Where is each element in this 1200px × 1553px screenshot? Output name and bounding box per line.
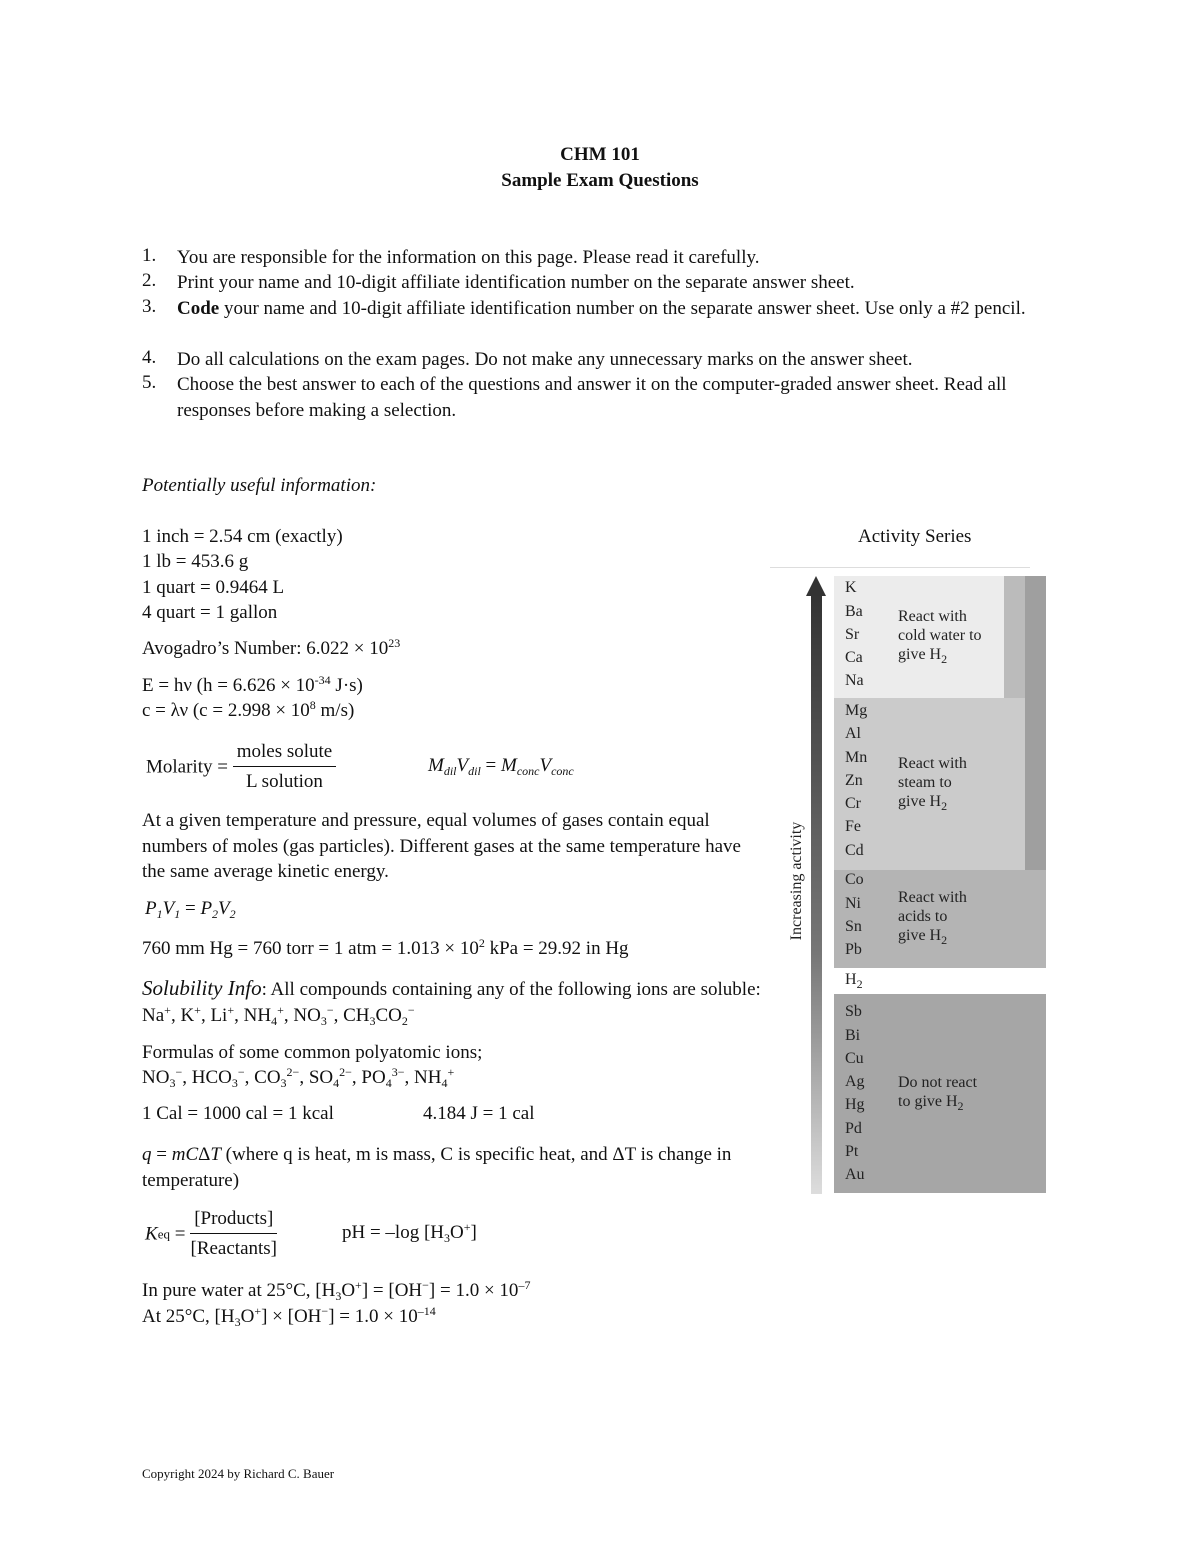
- instruction-text: You are responsible for the information on this page. Please read it carefully.: [177, 247, 760, 268]
- joule-conversion: 4.184 J = 1 cal: [423, 1103, 535, 1124]
- dilution-sub: conc: [551, 764, 574, 778]
- group-line: acids to: [898, 908, 948, 925]
- conversion-line: 4 quart = 1 gallon: [142, 602, 278, 623]
- dilution-equation: [428, 755, 574, 777]
- planck-exponent: -34: [314, 673, 331, 687]
- element-label: Pt: [845, 1143, 859, 1160]
- dilution-sub: conc: [516, 764, 540, 778]
- water-text-end: ] = 1.0 × 10: [428, 1280, 519, 1301]
- group-line: Do not react: [898, 1074, 978, 1091]
- group-line: give $H_2$: [898, 646, 948, 666]
- element-label: Al: [845, 725, 861, 742]
- instruction-number: 3.: [142, 296, 157, 317]
- element-label: Au: [845, 1166, 865, 1183]
- copyright-notice: Copyright 2024 by Richard C. Bauer: [142, 1466, 335, 1481]
- element-label: Ba: [845, 603, 863, 620]
- group-line: cold water to: [898, 627, 982, 644]
- dilution-v2: V: [539, 755, 552, 776]
- element-label: Fe: [845, 818, 861, 835]
- boyle-p: P: [200, 898, 213, 919]
- arrow-up-icon: [806, 576, 826, 596]
- molarity-numerator: moles solute: [233, 738, 337, 767]
- element-label: Zn: [845, 772, 863, 789]
- keq-label: K: [145, 1223, 158, 1245]
- element-label: Ag: [845, 1073, 865, 1090]
- element-label: Mg: [845, 702, 868, 719]
- water-ion-line-2: At 25°C, $[H_3O^+] \times [OH^-] = 1.0 \times 10^{-14}$: [142, 1304, 436, 1329]
- planck-text: E = hν (h = 6.626 × 10: [142, 675, 315, 696]
- conversion-line: 1 lb = 453.6 g: [142, 551, 249, 572]
- element-label: Sb: [845, 1003, 862, 1020]
- dilution-sub: dil: [443, 764, 457, 778]
- element-label: Pd: [845, 1120, 862, 1137]
- ph-text: pH = –log [H: [342, 1222, 445, 1243]
- light-text: c = λν (c = 2.998 × 10: [142, 700, 310, 721]
- activity-series-title: Activity Series: [858, 526, 972, 547]
- group-line: React with: [898, 755, 967, 772]
- boyle-sub: 2: [212, 907, 219, 921]
- instruction-text: Choose the best answer to each of the questions and answer it on the computer-graded answer sheet. Read all responses before making a selection.: [177, 374, 1007, 421]
- boyle-sub: 1: [174, 907, 181, 921]
- group-line: to give $H_2$: [898, 1093, 964, 1113]
- element-label: Ca: [845, 649, 863, 666]
- instruction-text-rest: your name and 10-digit affiliate identification number on the separate answer sheet. Use only a #2 pencil.: [219, 298, 1026, 319]
- boyle-equation: [145, 898, 236, 920]
- instruction-number: 5.: [142, 372, 157, 393]
- element-label: Sn: [845, 918, 862, 935]
- planck-unit: J·s): [330, 675, 363, 696]
- group-line: give $H_2$: [898, 927, 948, 947]
- planck-equation: [142, 675, 363, 697]
- keq-equation: Keq = $\frac{\text{[Products]}}{\text{[Reactants]}}$: [145, 1205, 277, 1264]
- element-label: Na: [845, 672, 864, 689]
- element-label: Bi: [845, 1027, 861, 1044]
- heat-text: (where q is heat, m is mass, C is specific heat, and ΔT is change in temperature): [142, 1144, 732, 1191]
- conversion-line: 1 inch = 2.54 cm (exactly): [142, 526, 343, 547]
- solubility-label: Solubility Info: [142, 976, 262, 1000]
- element-label: Pb: [845, 941, 862, 958]
- dilution-m1: M: [428, 755, 444, 776]
- heat-equation: q = mCΔT (where q is heat, m is mass, C is specific heat, and ΔT is change in temperature): [142, 1144, 732, 1191]
- boyle-equals: =: [180, 898, 201, 919]
- keq-denominator: [Reactants]: [190, 1238, 278, 1259]
- element-label: Hg: [845, 1096, 865, 1113]
- instruction-text: Do all calculations on the exam pages. Do not make any unnecessary marks on the answer sheet.: [177, 349, 913, 370]
- keq-numerator: [Products]: [190, 1205, 277, 1234]
- light-speed-equation: [142, 700, 354, 722]
- element-label: Ni: [845, 895, 861, 912]
- group-line-text: to give H: [898, 1093, 958, 1110]
- element-label: Cu: [845, 1050, 864, 1067]
- dilution-sub: dil: [468, 764, 481, 778]
- molarity-denominator: L solution: [246, 771, 323, 792]
- ph-equation: pH = –log $[H_3O^+]$: [342, 1220, 477, 1245]
- pressure-exponent: 2: [478, 936, 485, 950]
- water-exponent: –14: [417, 1304, 436, 1318]
- molarity-label: Molarity =: [146, 756, 233, 778]
- boyle-v: V: [162, 898, 175, 919]
- group-line-text: give H: [898, 927, 942, 944]
- element-label: Sr: [845, 626, 860, 643]
- molarity-equation: [146, 738, 336, 797]
- solubility-info: Solubility Info: All compounds containing any of the following ions are soluble: Na+, K+, Li+, $NH_4^+$, $NO_3^-$, $CH_3CO_2^-$: [142, 976, 761, 1028]
- dilution-equals: =: [480, 755, 501, 776]
- light-unit: m/s): [315, 700, 355, 721]
- course-title: CHM 101: [560, 144, 640, 165]
- instruction-text: Print your name and 10-digit affiliate identification number on the separate answer sheet.: [177, 272, 855, 293]
- instruction-emphasis: Code: [177, 298, 220, 319]
- element-label: K: [845, 579, 857, 596]
- calorie-conversion: 1 Cal = 1000 cal = 1 kcal: [142, 1103, 334, 1124]
- solubility-text: : All compounds containing any of the following ions are soluble:: [261, 979, 761, 1000]
- boyle-p: P: [145, 898, 157, 919]
- group-label-no-reaction: [898, 1073, 977, 1111]
- water-ion-line-1: In pure water at 25°C, $[H_3O^+] = [OH^-] = 1.0 \times 10^{-7}$: [142, 1278, 531, 1303]
- boyle-sub: 2: [229, 907, 236, 921]
- avogadro-text: Avogadro’s Number: 6.022 × 10: [142, 638, 389, 659]
- group-line-text: give H: [898, 646, 942, 663]
- gas-law-paragraph: At a given temperature and pressure, equal volumes of gases contain equal numbers of moles (gas particles). Different gases at the same temperature have the same average kinetic energy.: [142, 810, 741, 882]
- instruction-number: 2.: [142, 270, 157, 291]
- boyle-v: V: [218, 898, 230, 919]
- dilution-m2: M: [501, 755, 517, 776]
- pressure-conversion: [142, 938, 629, 960]
- group-label-acids: [898, 888, 967, 945]
- water-exponent: –7: [518, 1278, 531, 1292]
- element-label: Co: [845, 871, 864, 888]
- avogadro-exponent: 23: [388, 636, 401, 650]
- instruction-number: 4.: [142, 347, 157, 368]
- water-text: In pure water at 25°C, [H: [142, 1280, 336, 1301]
- group-label-cold-water: [898, 607, 982, 664]
- info-heading: Potentially useful information:: [142, 475, 377, 496]
- activity-top-rule: [770, 567, 1030, 568]
- activity-right-band: [1025, 576, 1046, 894]
- polyatomic-heading: Formulas of some common polyatomic ions;: [142, 1042, 483, 1063]
- group-line: React with: [898, 608, 967, 625]
- activity-axis-label: Increasing activity: [788, 821, 805, 941]
- group-line: React with: [898, 889, 967, 906]
- instruction-text: [177, 296, 1057, 322]
- polyatomic-ions: $NO_3^-$, $HCO_3^-$, $CO_3^{2-}$, $SO_4^{2-}$, $PO_4^{3-}$, $NH_4^+$: [142, 1065, 455, 1090]
- hydrogen-label: $H_2$: [845, 971, 863, 991]
- dilution-v1: V: [456, 755, 469, 776]
- light-exponent: 8: [309, 698, 316, 712]
- pressure-text: 760 mm Hg = 760 torr = 1 atm = 1.013 × 10: [142, 938, 479, 959]
- activity-arrow-shaft: [811, 594, 822, 1194]
- keq-fraction: [190, 1205, 277, 1264]
- page-subtitle: Sample Exam Questions: [501, 170, 699, 191]
- element-label: Cd: [845, 842, 864, 859]
- group-label-steam: [898, 754, 967, 811]
- molarity-fraction: [233, 738, 337, 797]
- element-label: Cr: [845, 795, 861, 812]
- water-text-end: = 1.0 × 10: [334, 1306, 418, 1327]
- water-text: At 25°C, [H: [142, 1306, 235, 1327]
- conversion-line: 1 quart = 0.9464 L: [142, 577, 285, 598]
- keq-sub: eq: [157, 1226, 170, 1242]
- instruction-number: 1.: [142, 245, 157, 266]
- group-line: steam to: [898, 774, 952, 791]
- boyle-sub: 1: [156, 907, 163, 921]
- pressure-end: kPa = 29.92 in Hg: [484, 938, 629, 959]
- group-line: give $H_2$: [898, 793, 948, 813]
- group-line-text: give H: [898, 793, 942, 810]
- element-label: Mn: [845, 749, 868, 766]
- avogadro-number: [142, 638, 400, 660]
